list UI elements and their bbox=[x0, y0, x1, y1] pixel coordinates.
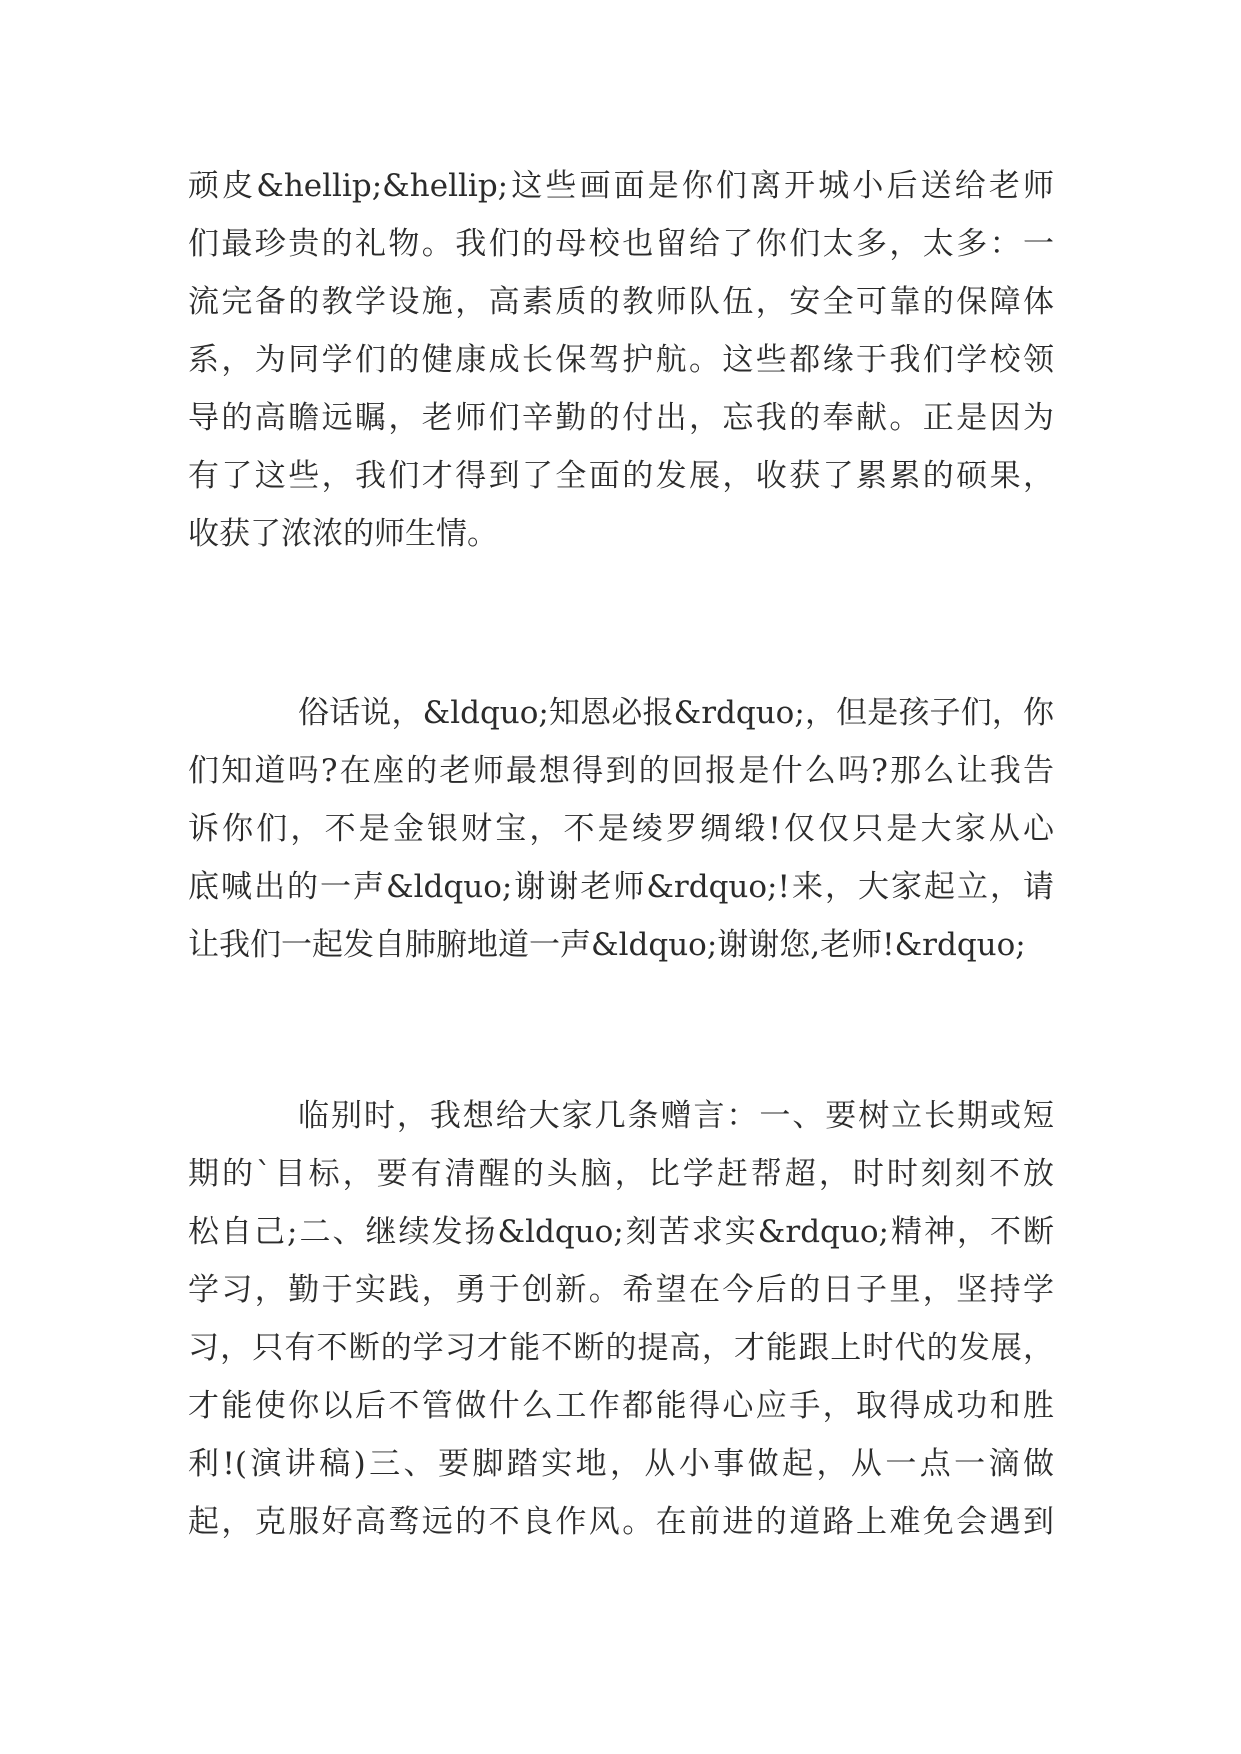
text-line: 起，克服好高骛远的不良作风。在前进的道路上难免会遇到 bbox=[188, 1504, 1054, 1540]
paragraph-advice bbox=[188, 1087, 1054, 1551]
text-line: 学习，勤于实践，勇于创新。希望在今后的日子里，坚持学 bbox=[188, 1272, 1054, 1308]
text-line: 才能使你以后不管做什么工作都能得心应手，取得成功和胜 bbox=[188, 1388, 1054, 1424]
text-line: 们知道吗?在座的老师最想得到的回报是什么吗?那么让我告 bbox=[188, 753, 1054, 789]
text-line: 们最珍贵的礼物。我们的母校也留给了你们太多，太多：一 bbox=[188, 226, 1054, 262]
text-line: 俗话说，&ldquo;知恩必报&rdquo;，但是孩子们，你 bbox=[298, 695, 1054, 731]
text-line: 导的高瞻远瞩，老师们辛勤的付出，忘我的奉献。正是因为 bbox=[188, 400, 1054, 436]
text-line: 顽皮&hellip;&hellip;这些画面是你们离开城小后送给老师 bbox=[188, 168, 1054, 204]
text-line: 临别时，我想给大家几条赠言：一、要树立长期或短 bbox=[298, 1098, 1054, 1134]
text-line: 收获了浓浓的师生情。 bbox=[188, 516, 498, 552]
text-line: 流完备的教学设施，高素质的教师队伍，安全可靠的保障体 bbox=[188, 284, 1054, 320]
text-line: 有了这些，我们才得到了全面的发展，收获了累累的硕果， bbox=[188, 458, 1054, 494]
text-line: 利!(演讲稿)三、要脚踏实地，从小事做起，从一点一滴做 bbox=[188, 1446, 1054, 1482]
paragraph-thanks bbox=[188, 684, 1054, 974]
text-line: 松自己;二、继续发扬&ldquo;刻苦求实&rdquo;精神，不断 bbox=[188, 1214, 1054, 1250]
text-line: 期的`目标，要有清醒的头脑，比学赶帮超，时时刻刻不放 bbox=[188, 1156, 1054, 1192]
text-line: 诉你们，不是金银财宝，不是绫罗绸缎!仅仅只是大家从心 bbox=[188, 811, 1054, 847]
text-line: 习，只有不断的学习才能不断的提高，才能跟上时代的发展， bbox=[188, 1330, 1054, 1366]
text-line: 系，为同学们的健康成长保驾护航。这些都缘于我们学校领 bbox=[188, 342, 1054, 378]
text-line: 让我们一起发自肺腑地道一声&ldquo;谢谢您,老师!&rdquo; bbox=[188, 927, 1026, 963]
paragraph-gifts bbox=[188, 157, 1054, 563]
text-line: 底喊出的一声&ldquo;谢谢老师&rdquo;!来，大家起立，请 bbox=[188, 869, 1054, 905]
